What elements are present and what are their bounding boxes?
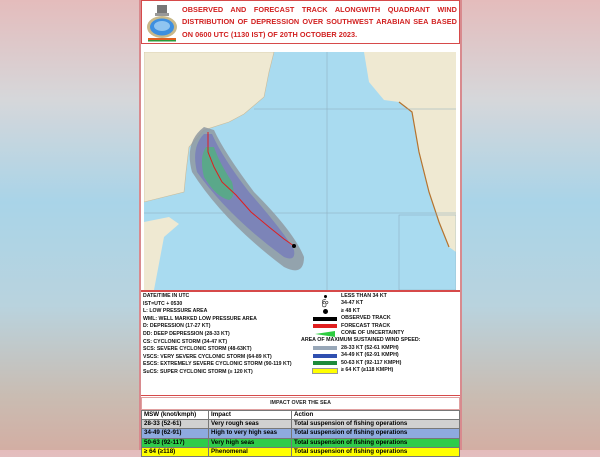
dot-icon bbox=[324, 295, 327, 298]
legend-row: OBSERVED TRACK bbox=[309, 315, 459, 322]
legend-line: VSCS: VERY SEVERE CYCLONIC STORM (64-89 KT) bbox=[143, 353, 272, 360]
legend-row: ≥ 48 KT bbox=[309, 308, 459, 315]
legend-row: LESS THAN 34 KT bbox=[309, 293, 459, 300]
abbreviation-legend bbox=[143, 293, 303, 377]
legend-row: 50-63 KT (92-117 KMPH) bbox=[309, 360, 459, 367]
legend-line: DATE/TIME IN UTC bbox=[143, 293, 190, 299]
table-row: 28-33 (52-61) Very rough seas Total suspension of fishing operations bbox=[142, 420, 460, 429]
table-row: ≥ 64 (≥118) Phenomenal Total suspension of fishing operations bbox=[142, 447, 460, 456]
legend-line: L: LOW PRESSURE AREA bbox=[143, 308, 208, 315]
area-swatch bbox=[312, 368, 338, 374]
legend-row: FORECAST TRACK bbox=[309, 323, 459, 330]
track-map bbox=[144, 52, 456, 290]
legend-line: DD: DEEP DEPRESSION (28-33 KT) bbox=[143, 330, 230, 337]
impact-table-section bbox=[141, 397, 460, 457]
legend-line: D: DEPRESSION (17-27 KT) bbox=[143, 323, 211, 330]
cyclone-small-icon: ꩺ bbox=[321, 300, 329, 307]
legend-line: SCS: SEVERE CYCLONIC STORM (48-63KT) bbox=[143, 346, 252, 353]
legend-row: CONE OF UNCERTAINTY bbox=[309, 330, 459, 337]
table-row: 50-63 (92-117) Very high seas Total suspension of fishing operations bbox=[142, 438, 460, 447]
bulletin-title: OBSERVED AND FORECAST TRACK ALONGWITH QUADRANT WIND DISTRIBUTION OF DEPRESSION OVER SOUTHWEST ARABIAN SEA BASED ON 0600 UTC (1130 IST) OF 20TH OCTOBER 2023. bbox=[182, 5, 457, 39]
legend-panel bbox=[141, 292, 460, 396]
cyclone-large-icon bbox=[323, 309, 328, 314]
area-swatch bbox=[313, 346, 337, 350]
legend-row: 34-49 KT (62-91 KMPH) bbox=[309, 352, 459, 359]
track-map-panel bbox=[141, 48, 460, 292]
legend-line: ESCS: EXTREMELY SEVERE CYCLONIC STORM (90-119 KT) bbox=[143, 361, 292, 368]
impact-caption: IMPACT OVER THE SEA bbox=[141, 397, 460, 410]
legend-row: 28-33 KT (52-61 KMPH) bbox=[309, 345, 459, 352]
table-header-row: MSW (knot/kmph) Impact Action bbox=[142, 411, 460, 420]
legend-line: SuCS: SUPER CYCLONIC STORM (≥ 120 KT) bbox=[143, 368, 253, 375]
legend-line: CS: CYCLONIC STORM (34-47 KT) bbox=[143, 338, 228, 345]
area-heading: AREA OF MAXIMUM SUSTAINED WIND SPEED: bbox=[301, 337, 421, 344]
symbol-legend bbox=[301, 293, 459, 374]
legend-line: WML: WELL MARKED LOW PRESSURE AREA bbox=[143, 315, 257, 322]
area-swatch bbox=[313, 354, 337, 358]
bulletin-document bbox=[139, 0, 462, 455]
imd-emblem-logo bbox=[145, 4, 179, 42]
legend-line: IST=UTC + 0530 bbox=[143, 300, 183, 307]
legend-row: ≥ 64 KT (≥118 KMPH) bbox=[309, 367, 459, 374]
observed-track-swatch bbox=[313, 317, 337, 321]
area-swatch bbox=[313, 361, 337, 365]
legend-row: ꩺ 34-47 KT bbox=[321, 300, 364, 307]
cone-swatch-icon bbox=[313, 331, 337, 337]
bulletin-header bbox=[141, 0, 460, 44]
table-row: 34-49 (62-91) High to very high seas Total suspension of fishing operations bbox=[142, 429, 460, 438]
forecast-track-swatch bbox=[313, 324, 337, 328]
